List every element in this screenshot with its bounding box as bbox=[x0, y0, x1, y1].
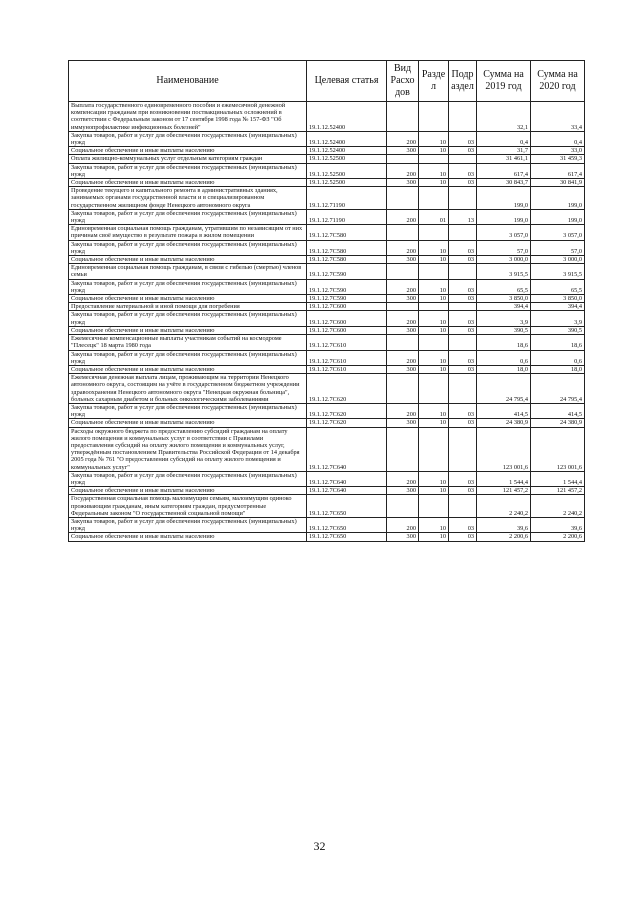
cell-expense-type: 200 bbox=[387, 517, 419, 532]
cell-target-article: 19.1.12.52400 bbox=[307, 147, 387, 155]
cell-subsection: 03 bbox=[449, 295, 477, 303]
cell-expense-type: 200 bbox=[387, 311, 419, 326]
cell-sum-2019: 30 843,7 bbox=[477, 179, 531, 187]
cell-sum-2019: 414,5 bbox=[477, 403, 531, 418]
cell-expense-type bbox=[387, 335, 419, 350]
cell-expense-type bbox=[387, 427, 419, 471]
cell-sum-2020: 414,5 bbox=[531, 403, 585, 418]
header-subsection: Подр аздел bbox=[449, 61, 477, 102]
cell-section: 10 bbox=[419, 147, 449, 155]
cell-expense-type: 300 bbox=[387, 419, 419, 427]
cell-name: Закупка товаров, работ и услуг для обеспечения государственных (муниципальных) нужд bbox=[69, 517, 307, 532]
cell-name: Социальное обеспечение и иные выплаты населению bbox=[69, 147, 307, 155]
cell-name: Закупка товаров, работ и услуг для обеспечения государственных (муниципальных) нужд bbox=[69, 311, 307, 326]
cell-expense-type: 300 bbox=[387, 147, 419, 155]
cell-subsection bbox=[449, 335, 477, 350]
cell-name: Предоставление материальной и иной помощи для погребения bbox=[69, 303, 307, 311]
cell-name: Социальное обеспечение и иные выплаты населению bbox=[69, 419, 307, 427]
cell-target-article: 19.1.12.7С580 bbox=[307, 225, 387, 240]
table-row bbox=[69, 264, 585, 279]
cell-sum-2020: 0,4 bbox=[531, 131, 585, 146]
cell-subsection: 03 bbox=[449, 256, 477, 264]
cell-sum-2019: 199,0 bbox=[477, 209, 531, 224]
table-header bbox=[69, 61, 585, 102]
table-row bbox=[69, 295, 585, 303]
cell-sum-2019: 31,7 bbox=[477, 147, 531, 155]
header-row bbox=[69, 61, 585, 102]
cell-target-article: 19.1.12.52400 bbox=[307, 131, 387, 146]
cell-target-article: 19.1.12.52400 bbox=[307, 102, 387, 132]
cell-sum-2020: 3 850,0 bbox=[531, 295, 585, 303]
cell-sum-2019: 24 380,9 bbox=[477, 419, 531, 427]
cell-expense-type: 200 bbox=[387, 209, 419, 224]
table-row bbox=[69, 155, 585, 163]
table-row bbox=[69, 225, 585, 240]
cell-name: Закупка товаров, работ и услуг для обеспечения государственных (муниципальных) нужд bbox=[69, 403, 307, 418]
cell-sum-2019: 617,4 bbox=[477, 163, 531, 178]
cell-sum-2019: 0,4 bbox=[477, 131, 531, 146]
cell-section: 10 bbox=[419, 256, 449, 264]
cell-sum-2020: 394,4 bbox=[531, 303, 585, 311]
cell-expense-type bbox=[387, 264, 419, 279]
cell-expense-type bbox=[387, 303, 419, 311]
table-row bbox=[69, 131, 585, 146]
cell-sum-2019: 2 200,6 bbox=[477, 533, 531, 541]
cell-expense-type: 200 bbox=[387, 279, 419, 294]
cell-section bbox=[419, 264, 449, 279]
cell-section: 10 bbox=[419, 533, 449, 541]
cell-sum-2019: 0,6 bbox=[477, 350, 531, 365]
cell-target-article: 19.1.12.52500 bbox=[307, 163, 387, 178]
cell-name: Закупка товаров, работ и услуг для обеспечения государственных (муниципальных) нужд bbox=[69, 163, 307, 178]
table-row bbox=[69, 303, 585, 311]
cell-name: Социальное обеспечение и иные выплаты населению bbox=[69, 295, 307, 303]
header-sum-2019: Сумма на 2019 год bbox=[477, 61, 531, 102]
cell-target-article: 19.1.12.52500 bbox=[307, 155, 387, 163]
cell-section bbox=[419, 427, 449, 471]
cell-target-article: 19.1.12.7С640 bbox=[307, 487, 387, 495]
header-name: Наименование bbox=[69, 61, 307, 102]
cell-sum-2020: 3 915,5 bbox=[531, 264, 585, 279]
cell-subsection bbox=[449, 264, 477, 279]
cell-sum-2020: 31 459,3 bbox=[531, 155, 585, 163]
cell-section: 10 bbox=[419, 365, 449, 373]
cell-sum-2020: 39,6 bbox=[531, 517, 585, 532]
cell-expense-type bbox=[387, 225, 419, 240]
cell-target-article: 19.1.12.71190 bbox=[307, 187, 387, 210]
cell-subsection bbox=[449, 187, 477, 210]
cell-sum-2020: 3,9 bbox=[531, 311, 585, 326]
cell-target-article: 19.1.12.7С590 bbox=[307, 295, 387, 303]
cell-sum-2020: 24 795,4 bbox=[531, 374, 585, 404]
cell-section bbox=[419, 155, 449, 163]
cell-sum-2019: 65,5 bbox=[477, 279, 531, 294]
cell-name: Единовременная социальная помощь гражданам, в связи с гибелью (смертью) членов семьи bbox=[69, 264, 307, 279]
cell-section: 10 bbox=[419, 295, 449, 303]
cell-section: 10 bbox=[419, 163, 449, 178]
cell-name: Единовременная социальная помощь гражданам, утратившим по независящим от них причинам своё имущество в результате пожара в жилом помещении bbox=[69, 225, 307, 240]
cell-name: Ежемесячная денежная выплата лицам, проживающим на территории Ненецкого автономного округа, состоящим на учёте в государственном бюджетном учреждении здравоохранения Ненецкого автономного округа "Ненецкая окружная больница", больных сахарным диабетом и больных онкологическими заболеваниями bbox=[69, 374, 307, 404]
cell-target-article: 19.1.12.7С610 bbox=[307, 365, 387, 373]
cell-sum-2019: 31 461,1 bbox=[477, 155, 531, 163]
cell-target-article: 19.1.12.71190 bbox=[307, 209, 387, 224]
cell-section: 10 bbox=[419, 403, 449, 418]
cell-name: Социальное обеспечение и иные выплаты населению bbox=[69, 179, 307, 187]
table-row bbox=[69, 179, 585, 187]
cell-sum-2019: 2 240,2 bbox=[477, 495, 531, 518]
cell-sum-2020: 57,0 bbox=[531, 240, 585, 255]
cell-section: 10 bbox=[419, 419, 449, 427]
cell-sum-2019: 39,6 bbox=[477, 517, 531, 532]
cell-sum-2020: 3 057,0 bbox=[531, 225, 585, 240]
cell-subsection bbox=[449, 495, 477, 518]
cell-expense-type bbox=[387, 374, 419, 404]
cell-subsection: 03 bbox=[449, 326, 477, 334]
cell-section bbox=[419, 374, 449, 404]
cell-sum-2020: 0,6 bbox=[531, 350, 585, 365]
cell-sum-2019: 121 457,2 bbox=[477, 487, 531, 495]
cell-name: Социальное обеспечение и иные выплаты населению bbox=[69, 326, 307, 334]
cell-name: Расходы окружного бюджета по предоставлению субсидий гражданам на оплату жилого помещения и коммунальных услуг в соответствии с Правилами предоставления субсидий на оплату жилого помещения и коммунальных услуг, утверждённым постановлением Правительства Российской Федерации от 14 декабря 2005 года № 761 "О предоставлении субсидий на оплату жилого помещения и коммунальных услуг" bbox=[69, 427, 307, 471]
cell-section: 10 bbox=[419, 131, 449, 146]
cell-expense-type bbox=[387, 495, 419, 518]
cell-sum-2020: 121 457,2 bbox=[531, 487, 585, 495]
cell-sum-2020: 65,5 bbox=[531, 279, 585, 294]
cell-target-article: 19.1.12.7С590 bbox=[307, 279, 387, 294]
cell-target-article: 19.1.12.7С650 bbox=[307, 533, 387, 541]
cell-sum-2019: 18,6 bbox=[477, 335, 531, 350]
table-row bbox=[69, 209, 585, 224]
cell-sum-2020: 123 001,6 bbox=[531, 427, 585, 471]
table-row bbox=[69, 403, 585, 418]
cell-target-article: 19.1.12.7С640 bbox=[307, 471, 387, 486]
cell-sum-2019: 3,9 bbox=[477, 311, 531, 326]
cell-expense-type: 300 bbox=[387, 533, 419, 541]
cell-subsection: 03 bbox=[449, 147, 477, 155]
table-body bbox=[69, 102, 585, 542]
cell-subsection: 03 bbox=[449, 533, 477, 541]
cell-subsection: 03 bbox=[449, 517, 477, 532]
cell-sum-2020: 18,0 bbox=[531, 365, 585, 373]
table-row bbox=[69, 147, 585, 155]
cell-subsection bbox=[449, 225, 477, 240]
table-row bbox=[69, 163, 585, 178]
cell-expense-type: 200 bbox=[387, 350, 419, 365]
cell-target-article: 19.1.12.7С600 bbox=[307, 326, 387, 334]
cell-sum-2019: 24 795,4 bbox=[477, 374, 531, 404]
cell-expense-type: 200 bbox=[387, 240, 419, 255]
cell-expense-type bbox=[387, 155, 419, 163]
cell-sum-2019: 3 915,5 bbox=[477, 264, 531, 279]
cell-sum-2020: 30 841,9 bbox=[531, 179, 585, 187]
cell-subsection: 03 bbox=[449, 131, 477, 146]
cell-sum-2020: 33,0 bbox=[531, 147, 585, 155]
cell-name: Закупка товаров, работ и услуг для обеспечения государственных (муниципальных) нужд bbox=[69, 131, 307, 146]
cell-subsection bbox=[449, 102, 477, 132]
cell-subsection: 03 bbox=[449, 471, 477, 486]
cell-section: 10 bbox=[419, 240, 449, 255]
cell-name: Социальное обеспечение и иные выплаты населению bbox=[69, 487, 307, 495]
cell-expense-type bbox=[387, 187, 419, 210]
cell-section: 10 bbox=[419, 179, 449, 187]
cell-subsection bbox=[449, 427, 477, 471]
cell-expense-type: 200 bbox=[387, 131, 419, 146]
cell-expense-type: 300 bbox=[387, 487, 419, 495]
cell-section: 10 bbox=[419, 350, 449, 365]
table-row bbox=[69, 240, 585, 255]
cell-target-article: 19.1.12.7С590 bbox=[307, 264, 387, 279]
cell-sum-2020: 1 544,4 bbox=[531, 471, 585, 486]
cell-expense-type: 300 bbox=[387, 326, 419, 334]
table-row bbox=[69, 374, 585, 404]
cell-sum-2020: 617,4 bbox=[531, 163, 585, 178]
cell-sum-2020: 3 000,0 bbox=[531, 256, 585, 264]
header-section: Разде л bbox=[419, 61, 449, 102]
cell-subsection bbox=[449, 155, 477, 163]
cell-sum-2020: 33,4 bbox=[531, 102, 585, 132]
cell-subsection: 03 bbox=[449, 487, 477, 495]
table-row bbox=[69, 495, 585, 518]
cell-subsection: 03 bbox=[449, 350, 477, 365]
cell-name: Государственная социальная помощь малоимущим семьям, малоимущим одиноко проживающим гражданам, иным категориям граждан, предусмотренные Федеральным законом "О государственной социальной помощи" bbox=[69, 495, 307, 518]
cell-target-article: 19.1.12.7С650 bbox=[307, 517, 387, 532]
table-row bbox=[69, 533, 585, 541]
cell-target-article: 19.1.12.7С600 bbox=[307, 311, 387, 326]
cell-section bbox=[419, 303, 449, 311]
cell-section: 10 bbox=[419, 471, 449, 486]
cell-section: 01 bbox=[419, 209, 449, 224]
cell-name: Социальное обеспечение и иные выплаты населению bbox=[69, 365, 307, 373]
cell-sum-2020: 24 380,9 bbox=[531, 419, 585, 427]
cell-sum-2020: 390,5 bbox=[531, 326, 585, 334]
cell-expense-type: 200 bbox=[387, 403, 419, 418]
table-row bbox=[69, 256, 585, 264]
cell-name: Оплата жилищно-коммунальных услуг отдельным категориям граждан bbox=[69, 155, 307, 163]
cell-subsection: 03 bbox=[449, 279, 477, 294]
cell-section bbox=[419, 495, 449, 518]
cell-expense-type: 200 bbox=[387, 163, 419, 178]
cell-subsection: 13 bbox=[449, 209, 477, 224]
cell-target-article: 19.1.12.7С620 bbox=[307, 403, 387, 418]
cell-name: Социальное обеспечение и иные выплаты населению bbox=[69, 256, 307, 264]
cell-target-article: 19.1.12.7С640 bbox=[307, 427, 387, 471]
cell-name: Социальное обеспечение и иные выплаты населению bbox=[69, 533, 307, 541]
cell-expense-type bbox=[387, 102, 419, 132]
cell-sum-2020: 199,0 bbox=[531, 187, 585, 210]
cell-sum-2019: 1 544,4 bbox=[477, 471, 531, 486]
cell-target-article: 19.1.12.52500 bbox=[307, 179, 387, 187]
cell-sum-2019: 394,4 bbox=[477, 303, 531, 311]
cell-section: 10 bbox=[419, 326, 449, 334]
cell-expense-type: 300 bbox=[387, 295, 419, 303]
cell-subsection: 03 bbox=[449, 311, 477, 326]
budget-table bbox=[68, 60, 585, 542]
cell-expense-type: 300 bbox=[387, 179, 419, 187]
cell-sum-2020: 18,6 bbox=[531, 335, 585, 350]
cell-section bbox=[419, 335, 449, 350]
cell-target-article: 19.1.12.7С600 bbox=[307, 303, 387, 311]
cell-name: Проведение текущего и капитального ремонта в административных зданиях, занимаемых органами государственной власти и в специализированном государственном жилищном фонде Ненецкого автономного округа bbox=[69, 187, 307, 210]
cell-subsection: 03 bbox=[449, 240, 477, 255]
table-row bbox=[69, 487, 585, 495]
cell-section: 10 bbox=[419, 311, 449, 326]
cell-sum-2019: 123 001,6 bbox=[477, 427, 531, 471]
cell-sum-2019: 57,0 bbox=[477, 240, 531, 255]
cell-subsection: 03 bbox=[449, 179, 477, 187]
table-row bbox=[69, 187, 585, 210]
cell-target-article: 19.1.12.7С650 bbox=[307, 495, 387, 518]
table-row bbox=[69, 419, 585, 427]
table-row bbox=[69, 427, 585, 471]
header-target-article: Целевая статья bbox=[307, 61, 387, 102]
cell-section bbox=[419, 225, 449, 240]
cell-sum-2019: 390,5 bbox=[477, 326, 531, 334]
cell-name: Закупка товаров, работ и услуг для обеспечения государственных (муниципальных) нужд bbox=[69, 471, 307, 486]
cell-sum-2019: 3 850,0 bbox=[477, 295, 531, 303]
cell-section: 10 bbox=[419, 487, 449, 495]
cell-name: Закупка товаров, работ и услуг для обеспечения государственных (муниципальных) нужд bbox=[69, 279, 307, 294]
table-row bbox=[69, 365, 585, 373]
cell-subsection: 03 bbox=[449, 365, 477, 373]
cell-target-article: 19.1.12.7С620 bbox=[307, 419, 387, 427]
cell-expense-type: 300 bbox=[387, 365, 419, 373]
table-row bbox=[69, 350, 585, 365]
table-row bbox=[69, 471, 585, 486]
cell-target-article: 19.1.12.7С580 bbox=[307, 240, 387, 255]
cell-name: Ежемесячные компенсационные выплаты участникам событий на космодроме "Плесецк" 18 марта 1980 года bbox=[69, 335, 307, 350]
table-row bbox=[69, 335, 585, 350]
table-row bbox=[69, 517, 585, 532]
cell-section: 10 bbox=[419, 517, 449, 532]
cell-name: Закупка товаров, работ и услуг для обеспечения государственных (муниципальных) нужд bbox=[69, 240, 307, 255]
cell-sum-2019: 32,1 bbox=[477, 102, 531, 132]
cell-sum-2019: 199,0 bbox=[477, 187, 531, 210]
header-expense-type: Вид Расхо дов bbox=[387, 61, 419, 102]
page-number: 32 bbox=[313, 839, 326, 853]
cell-expense-type: 200 bbox=[387, 471, 419, 486]
cell-target-article: 19.1.12.7С580 bbox=[307, 256, 387, 264]
header-sum-2020: Сумма на 2020 год bbox=[531, 61, 585, 102]
cell-sum-2020: 2 200,6 bbox=[531, 533, 585, 541]
table-row bbox=[69, 279, 585, 294]
cell-sum-2020: 2 240,2 bbox=[531, 495, 585, 518]
cell-subsection: 03 bbox=[449, 419, 477, 427]
cell-name: Закупка товаров, работ и услуг для обеспечения государственных (муниципальных) нужд bbox=[69, 350, 307, 365]
cell-target-article: 19.1.12.7С620 bbox=[307, 374, 387, 404]
table-row bbox=[69, 326, 585, 334]
cell-subsection bbox=[449, 374, 477, 404]
cell-section: 10 bbox=[419, 279, 449, 294]
cell-target-article: 19.1.12.7С610 bbox=[307, 335, 387, 350]
cell-expense-type: 300 bbox=[387, 256, 419, 264]
table-row bbox=[69, 102, 585, 132]
cell-subsection: 03 bbox=[449, 403, 477, 418]
cell-target-article: 19.1.12.7С610 bbox=[307, 350, 387, 365]
cell-sum-2020: 199,0 bbox=[531, 209, 585, 224]
cell-sum-2019: 18,0 bbox=[477, 365, 531, 373]
cell-section bbox=[419, 187, 449, 210]
cell-sum-2019: 3 000,0 bbox=[477, 256, 531, 264]
table-row bbox=[69, 311, 585, 326]
cell-subsection bbox=[449, 303, 477, 311]
cell-sum-2019: 3 057,0 bbox=[477, 225, 531, 240]
cell-subsection: 03 bbox=[449, 163, 477, 178]
cell-name: Закупка товаров, работ и услуг для обеспечения государственных (муниципальных) нужд bbox=[69, 209, 307, 224]
cell-section bbox=[419, 102, 449, 132]
cell-name: Выплата государственного единовременного пособия и ежемесячной денежной компенсации гражданам при возникновении поствакцинальных осложнений в соответствии с Федеральным законом от 17 сентября 1998 года № 157-ФЗ "Об иммунопрофилактике инфекционных болезней" bbox=[69, 102, 307, 132]
